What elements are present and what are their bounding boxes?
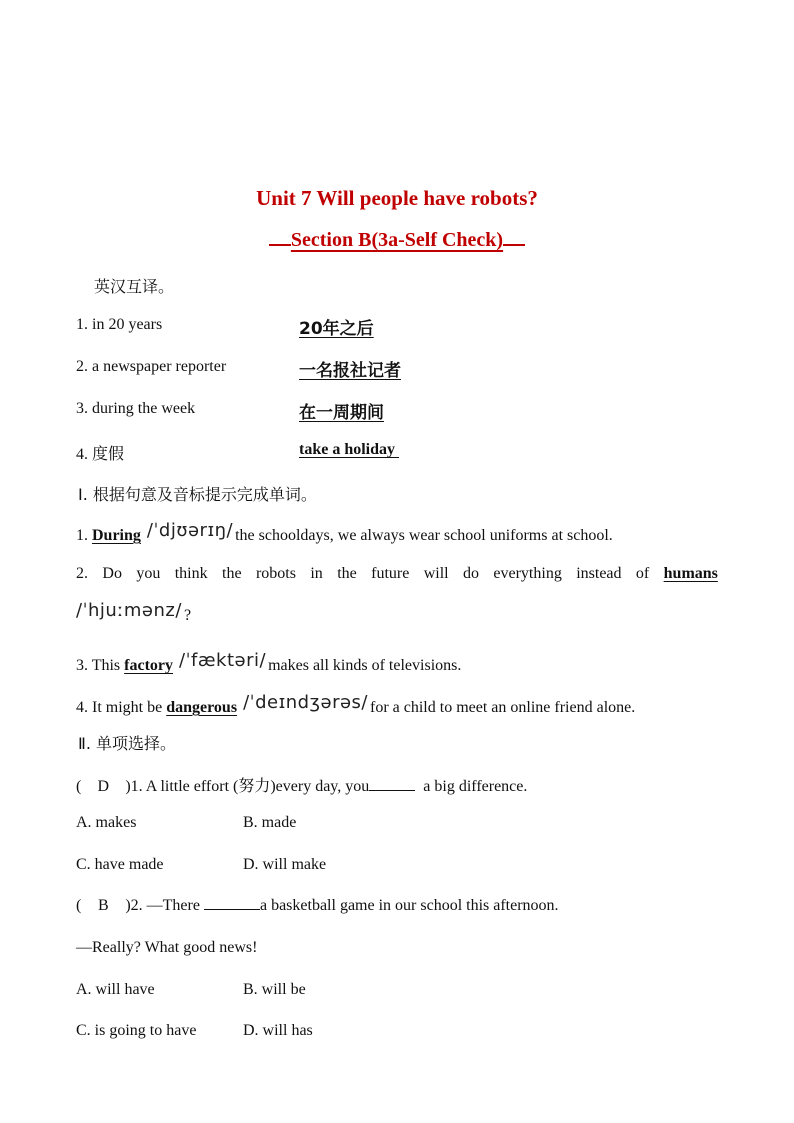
- option-a: A. makes: [76, 814, 137, 831]
- word: think: [174, 565, 208, 582]
- word: instead: [576, 565, 622, 582]
- word: of: [635, 565, 650, 582]
- option-b: B. will be: [243, 981, 306, 998]
- word: the: [222, 565, 242, 582]
- part1-heading: Ⅰ. 根据句意及音标提示完成单词。: [78, 485, 317, 504]
- part1-question-2-cont: [76, 600, 191, 625]
- question-number: 1.: [76, 527, 88, 544]
- vocab-prompt: during the week: [92, 400, 196, 417]
- part1-question-1: [76, 520, 613, 545]
- subtitle-underline-right: [503, 230, 525, 246]
- phonetic-hint: /ˈfæktəri/: [179, 650, 267, 671]
- part1-question-2: [76, 565, 718, 583]
- vocab-num: 1.: [76, 316, 88, 333]
- page-title: Unit 7 Will people have robots?: [256, 186, 538, 210]
- part2-question-1: [76, 773, 527, 796]
- answer-blank: [204, 909, 260, 910]
- subtitle-text: Section B(3a-Self Check): [290, 229, 504, 251]
- option-c: C. is going to have: [76, 1022, 197, 1039]
- question-stem: a big difference.: [423, 778, 528, 795]
- answer-blank: [369, 790, 415, 791]
- vocab-answer-2: 一名报社记者: [299, 361, 401, 381]
- word: future: [371, 565, 410, 582]
- option-c: C. have made: [76, 856, 164, 873]
- question-stem: )1. A little effort (努力)every day, you: [125, 778, 370, 795]
- vocab-prompt: 度假: [92, 444, 125, 463]
- question-text: 4. It might be: [76, 699, 163, 716]
- part2-heading: Ⅱ. 单项选择。: [78, 734, 177, 753]
- word: will: [423, 565, 449, 582]
- word: you: [136, 565, 161, 582]
- option-d: D. will has: [243, 1022, 313, 1039]
- phonetic-hint: /ˈhjuːmənz/: [76, 600, 182, 621]
- question-mark: ?: [183, 607, 192, 624]
- phonetic-hint: /ˈdeɪndʒərəs/: [243, 692, 368, 713]
- word: in: [310, 565, 323, 582]
- word: Do: [102, 565, 122, 582]
- dialogue-reply: —Really? What good news!: [76, 939, 258, 956]
- section-subtitle: [0, 229, 794, 252]
- word: do: [463, 565, 479, 582]
- part1-question-3: [76, 650, 461, 675]
- word: 2.: [76, 565, 88, 582]
- subtitle-underline-left: [269, 230, 291, 246]
- paren-open: (: [76, 897, 82, 914]
- option-b: B. made: [243, 814, 297, 831]
- question-text: for a child to meet an online friend alone.: [370, 699, 636, 716]
- question-text: the schooldays, we always wear school uniforms at school.: [235, 527, 613, 544]
- answer-letter: D: [97, 778, 110, 795]
- vocab-item-2: [76, 358, 226, 376]
- option-a: A. will have: [76, 981, 155, 998]
- answer-word: factory: [124, 657, 174, 674]
- vocab-item-1: [76, 316, 162, 334]
- word: robots: [255, 565, 296, 582]
- vocab-prompt: in 20 years: [92, 316, 163, 333]
- part1-question-4: [76, 692, 635, 717]
- question-stem: a basketball game in our school this afternoon.: [259, 897, 559, 914]
- question-stem: )2. —There: [125, 897, 200, 914]
- vocab-num: 3.: [76, 400, 88, 417]
- phonetic-hint: /ˈdjʊərɪŋ/: [146, 520, 234, 541]
- answer-letter: B: [97, 897, 109, 914]
- vocab-answer-3: 在一周期间: [299, 403, 384, 423]
- vocab-prompt: a newspaper reporter: [92, 358, 227, 375]
- question-text: makes all kinds of televisions.: [268, 657, 462, 674]
- vocab-item-4: [76, 441, 124, 464]
- answer-word: humans: [663, 565, 718, 582]
- question-text: 3. This: [76, 657, 121, 674]
- vocab-num: 2.: [76, 358, 88, 375]
- part2-question-2: [76, 897, 559, 915]
- vocab-answer-1: 20年之后: [299, 319, 374, 339]
- word: the: [337, 565, 357, 582]
- vocab-item-3: [76, 400, 195, 418]
- option-d: D. will make: [243, 856, 327, 873]
- answer-word: During: [92, 527, 141, 544]
- vocab-num: 4.: [76, 446, 88, 463]
- vocab-heading: 英汉互译。: [94, 277, 175, 296]
- answer-word: dangerous: [166, 699, 238, 716]
- word: everything: [493, 565, 562, 582]
- vocab-answer-4: take a holiday: [299, 441, 396, 458]
- paren-open: (: [76, 778, 82, 795]
